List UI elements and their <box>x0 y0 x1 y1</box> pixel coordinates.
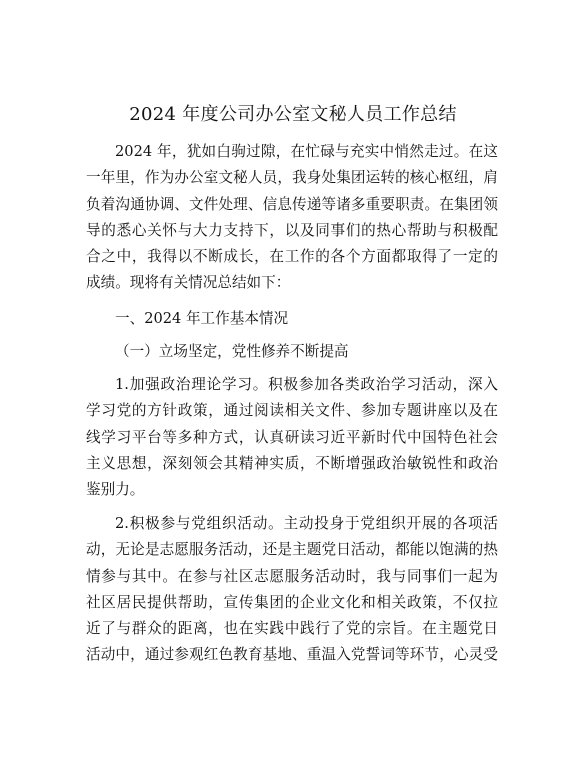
subsection-heading: （一）立场坚定，党性修养不断提高 <box>115 343 349 360</box>
paragraph-line: 2.积极参与党组织活动。主动投身于党组织开展的各项活 <box>115 515 498 532</box>
paragraph-line: 学习党的方针政策，通过阅读相关文件、参加专题讲座以及在 <box>86 402 498 420</box>
paragraph-line: 近了与群众的距离，也在实践中践行了党的宗旨。在主题党日 <box>86 620 498 638</box>
paragraph-line: 活动中，通过参观红色教育基地、重温入党誓词等环节，心灵受 <box>86 646 498 664</box>
paragraph-line: 动，无论是志愿服务活动，还是主题党日活动，都能以饱满的热 <box>86 541 498 559</box>
document-title: 2024 年度公司办公室文秘人员工作总结 <box>129 104 457 125</box>
paragraph-line: 合之中，我得以不断成长，在工作的各个方面都取得了一定的 <box>86 248 498 266</box>
paragraph-line: 主义思想，深刻领会其精神实质，不断增强政治敏锐性和政治 <box>86 454 498 472</box>
paragraph-line: 导的悉心关怀与大力支持下，以及同事们的热心帮助与积极配 <box>86 221 498 239</box>
item-2-paragraph <box>86 511 498 669</box>
paragraph-line: 一年里，作为办公室文秘人员，我身处集团运转的核心枢纽，肩 <box>86 169 498 187</box>
paragraph-line: 线学习平台等多种方式，认真研读习近平新时代中国特色社会 <box>86 428 498 446</box>
paragraph-line: 2024 年，犹如白驹过隙，在忙碌与充实中悄然走过。在这 <box>115 143 498 160</box>
paragraph-line: 情参与其中。在参与社区志愿服务活动时，我与同事们一起为 <box>86 567 498 585</box>
paragraph-line: 负着沟通协调、文件处理、信息传递等诸多重要职责。在集团领 <box>86 195 498 213</box>
paragraph-line: 成绩。现将有关情况总结如下： <box>86 274 291 292</box>
item-1-paragraph <box>86 372 498 503</box>
intro-paragraph <box>86 139 498 297</box>
section-heading: 一、2024 年工作基本情况 <box>115 310 289 327</box>
paragraph-line: 1.加强政治理论学习。积极参加各类政治学习活动，深入 <box>115 376 498 393</box>
paragraph-line: 社区居民提供帮助，宣传集团的企业文化和相关政策，不仅拉 <box>86 593 498 611</box>
paragraph-line: 鉴别力。 <box>86 481 145 499</box>
